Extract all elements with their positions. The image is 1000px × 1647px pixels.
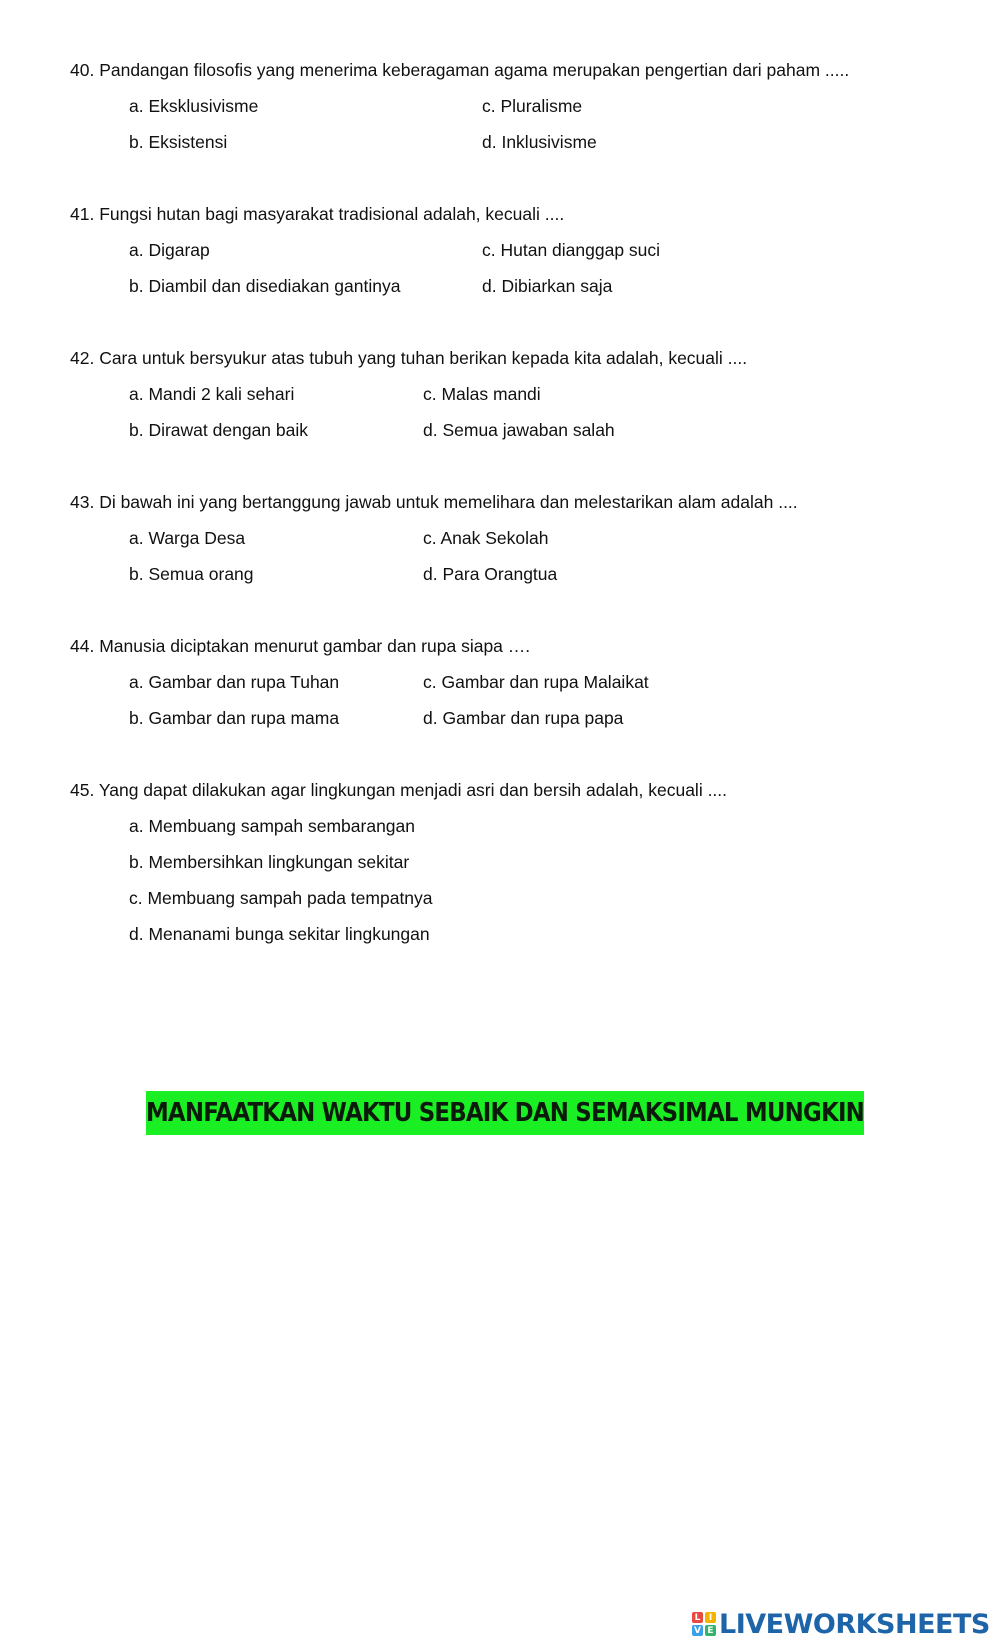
option-a[interactable]: a. Eksklusivisme [129,96,259,116]
option-a[interactable]: a. Warga Desa [129,528,246,548]
option-a[interactable]: a. Digarap [129,240,210,260]
option-b[interactable]: b. Diambil dan disediakan gantinya [129,276,401,296]
option-a[interactable]: a. Gambar dan rupa Tuhan [129,672,340,692]
option-b[interactable]: b. Eksistensi [129,132,228,152]
option-b[interactable]: b. Gambar dan rupa mama [129,708,340,728]
option-d[interactable]: d. Dibiarkan saja [482,276,613,296]
option-c[interactable]: c. Malas mandi [423,384,541,404]
banner-text: MANFAATKAN WAKTU SEBAIK DAN SEMAKSIMAL MUNGKIN [145,1098,865,1128]
logo-mark-letter: V [692,1625,703,1636]
logo-mark-letter: L [692,1612,703,1623]
option-c[interactable]: c. Anak Sekolah [423,528,549,548]
question-text: 41. Fungsi hutan bagi masyarakat tradisional adalah, kecuali .... [70,204,565,224]
question-text: 45. Yang dapat dilakukan agar lingkungan menjadi asri dan bersih adalah, kecuali .... [70,780,728,800]
option-c[interactable]: c. Hutan dianggap suci [482,240,661,260]
option-b[interactable]: b. Semua orang [129,564,254,584]
option-d[interactable]: d. Para Orangtua [423,564,558,584]
logo-mark-letter: E [705,1625,716,1636]
option-c[interactable]: c. Gambar dan rupa Malaikat [423,672,649,692]
option-a[interactable]: a. Mandi 2 kali sehari [129,384,295,404]
liveworksheets-logo[interactable] [692,1608,990,1640]
option-b[interactable]: b. Dirawat dengan baik [129,420,308,440]
option-d[interactable]: d. Gambar dan rupa papa [423,708,624,728]
option-d[interactable]: d. Semua jawaban salah [423,420,615,440]
logo-mark-letter: I [705,1612,716,1623]
question-text: 42. Cara untuk bersyukur atas tubuh yang tuhan berikan kepada kita adalah, kecuali .... [70,348,748,368]
logo-mark-icon [692,1612,716,1636]
motivation-banner [146,1091,864,1135]
question-text: 44. Manusia diciptakan menurut gambar dan rupa siapa …. [70,636,531,656]
option-c[interactable]: c. Membuang sampah pada tempatnya [129,888,433,908]
option-b[interactable]: b. Membersihkan lingkungan sekitar [129,852,410,872]
option-c[interactable]: c. Pluralisme [482,96,583,116]
logo-text: LIVEWORKSHEETS [719,1608,990,1640]
question-text: 40. Pandangan filosofis yang menerima keberagaman agama merupakan pengertian dari paham ..... [70,60,850,80]
option-d[interactable]: d. Menanami bunga sekitar lingkungan [129,924,430,944]
option-a[interactable]: a. Membuang sampah sembarangan [129,816,416,836]
question-text: 43. Di bawah ini yang bertanggung jawab untuk memelihara dan melestarikan alam adalah .... [70,492,798,512]
option-d[interactable]: d. Inklusivisme [482,132,597,152]
